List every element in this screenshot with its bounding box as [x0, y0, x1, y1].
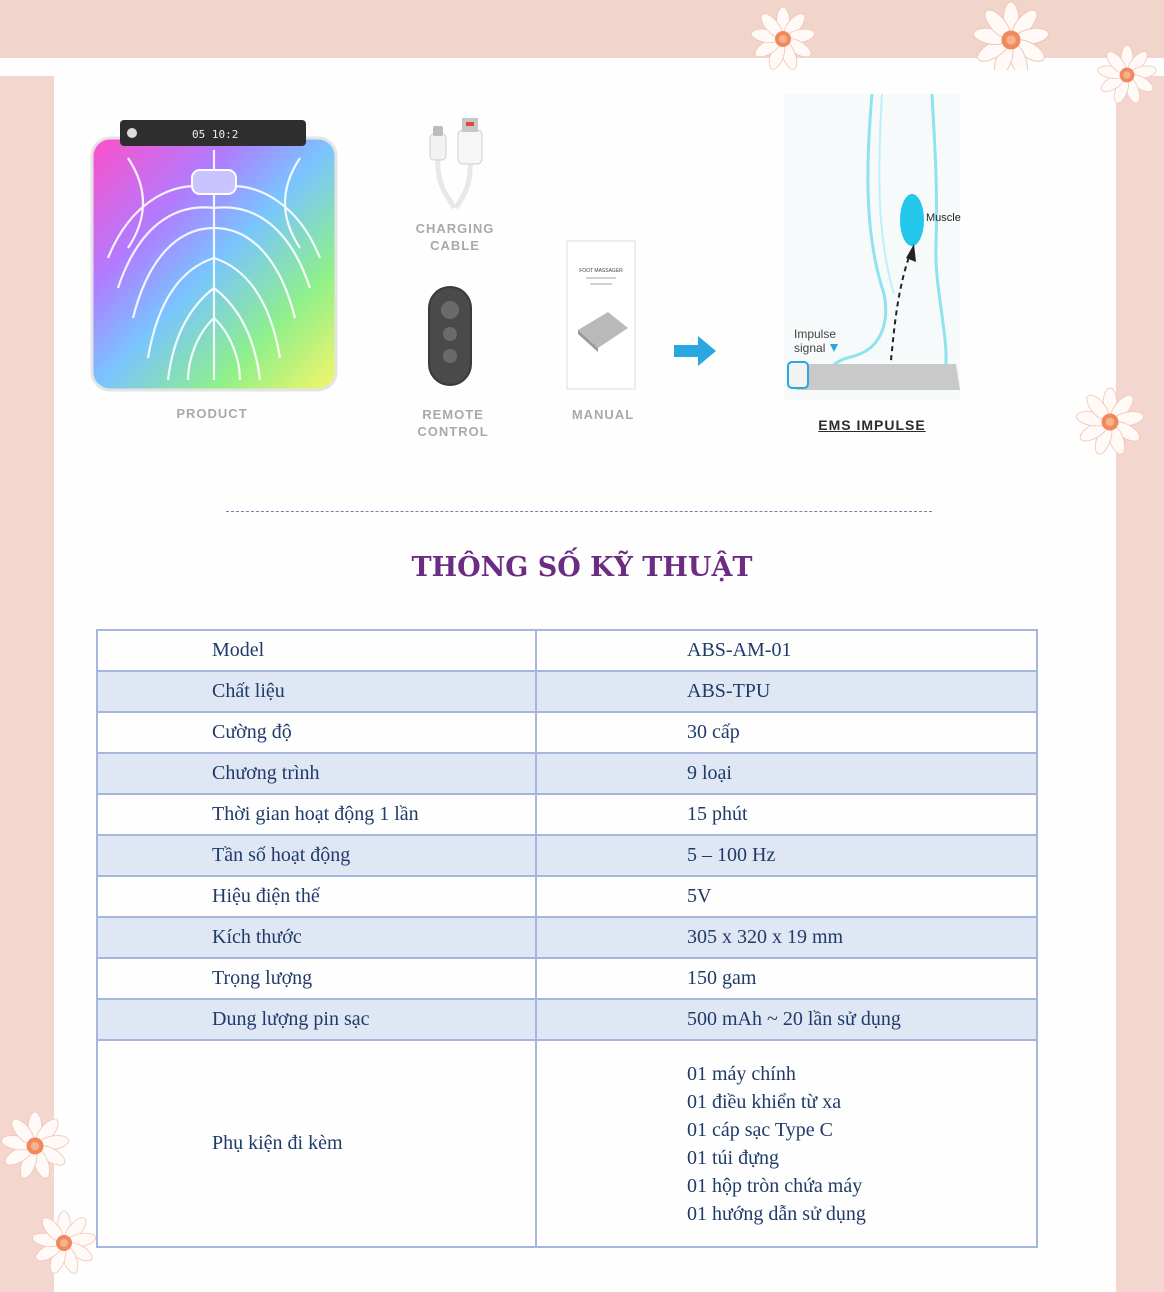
- daisy-flower-icon: [0, 1106, 70, 1186]
- spec-value: 9 loại: [536, 753, 1037, 794]
- accessory-item: 01 túi đựng: [687, 1146, 779, 1169]
- right-arrow-icon: [674, 336, 718, 366]
- mat-display-text: 05 10:2: [192, 128, 239, 141]
- daisy-flower-icon: [1070, 382, 1150, 462]
- spec-label: Thời gian hoạt động 1 lần: [97, 794, 536, 835]
- table-row: [97, 958, 1037, 999]
- impulse-label-line1: Impulse: [794, 327, 837, 341]
- table-row: [97, 917, 1037, 958]
- accessories-list: [536, 1040, 1037, 1247]
- daisy-flower-icon: [748, 4, 818, 74]
- manual-booklet-image: [564, 238, 638, 392]
- spec-label: Kích thước: [97, 917, 536, 958]
- spec-value: 5V: [536, 876, 1037, 917]
- table-row: [97, 671, 1037, 712]
- dashed-divider: [226, 511, 932, 512]
- remote-control-caption: [400, 406, 506, 440]
- spec-label: Cường độ: [97, 712, 536, 753]
- manual-cover-title: FOOT MASSAGER: [579, 268, 623, 274]
- spec-label: Dung lượng pin sạc: [97, 999, 536, 1040]
- spec-label: Phụ kiện đi kèm: [97, 1040, 536, 1247]
- accessory-item: 01 máy chính: [687, 1062, 796, 1085]
- spec-value: 5 – 100 Hz: [536, 835, 1037, 876]
- accessory-item: 01 cáp sạc Type C: [687, 1118, 833, 1141]
- spec-value: 30 cấp: [536, 712, 1037, 753]
- spec-label: Model: [97, 630, 536, 671]
- charging-cable-image: [418, 116, 488, 210]
- remote-control-image: [424, 284, 476, 388]
- daisy-flower-icon: [28, 1206, 100, 1280]
- spec-value: 500 mAh ~ 20 lần sử dụng: [536, 999, 1037, 1040]
- table-row-accessories: [97, 1040, 1037, 1247]
- section-title: THÔNG SỐ KỸ THUẬT: [411, 552, 753, 583]
- specs-table: [96, 629, 1038, 1248]
- spec-label: Chất liệu: [97, 671, 536, 712]
- spec-label: Tần số hoạt động: [97, 835, 536, 876]
- spec-label: Hiệu điện thế: [97, 876, 536, 917]
- spec-value: 15 phút: [536, 794, 1037, 835]
- table-row: [97, 876, 1037, 917]
- foot-massager-mat-image: [88, 118, 340, 394]
- table-row: [97, 712, 1037, 753]
- remote-control-caption-line1: REMOTE: [422, 407, 484, 422]
- table-row: [97, 999, 1037, 1040]
- muscle-label: Muscle: [926, 212, 961, 224]
- product-caption: PRODUCT: [176, 406, 248, 421]
- charging-cable-caption-line2: CABLE: [430, 238, 480, 253]
- impulse-label-line2: signal: [794, 341, 826, 355]
- accessory-item: 01 hướng dẫn sử dụng: [687, 1202, 866, 1225]
- table-row: [97, 630, 1037, 671]
- spec-value: 150 gam: [536, 958, 1037, 999]
- ems-leg-diagram: [784, 94, 964, 404]
- daisy-flower-icon: [1090, 20, 1164, 130]
- charging-cable-caption-line1: CHARGING: [415, 221, 495, 236]
- accessory-item: 01 điều khiển từ xa: [687, 1090, 842, 1113]
- accessory-item: 01 hộp tròn chứa máy: [687, 1174, 863, 1197]
- spec-label: Chương trình: [97, 753, 536, 794]
- charging-cable-caption: [400, 220, 510, 254]
- spec-value: 305 x 320 x 19 mm: [536, 917, 1037, 958]
- spec-label: Trọng lượng: [97, 958, 536, 999]
- table-row: [97, 835, 1037, 876]
- remote-control-caption-line2: CONTROL: [417, 424, 489, 439]
- daisy-flower-icon: [966, 0, 1056, 70]
- spec-value: ABS-TPU: [536, 671, 1037, 712]
- table-row: [97, 794, 1037, 835]
- manual-caption: MANUAL: [571, 407, 635, 422]
- table-row: [97, 753, 1037, 794]
- ems-impulse-caption: EMS IMPULSE: [818, 417, 926, 433]
- spec-value: ABS-AM-01: [536, 630, 1037, 671]
